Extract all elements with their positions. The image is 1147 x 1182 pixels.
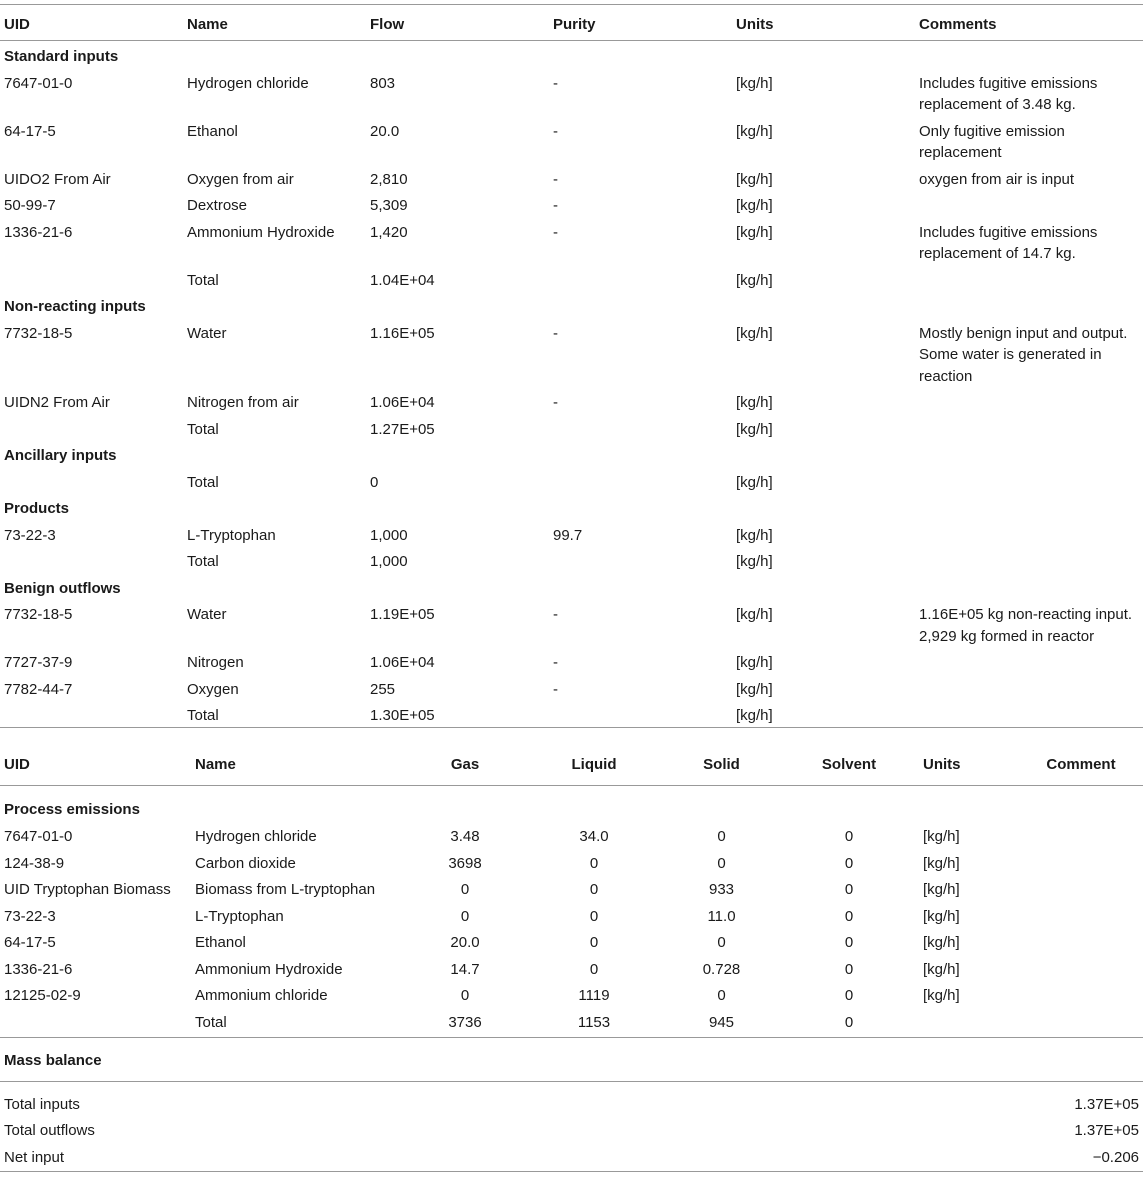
section-title: Benign outflows — [4, 579, 121, 597]
uid-cell: 1336-21-6 — [4, 223, 73, 241]
comments-cell — [915, 414, 1143, 441]
gas-cell: 0 — [460, 987, 470, 1004]
purity-cell — [549, 414, 732, 441]
flow-cell: 2,810 — [370, 170, 408, 188]
name-cell: Ethanol — [187, 122, 238, 140]
mass-balance-table — [0, 1041, 1143, 1172]
section-row — [0, 785, 1143, 825]
section-title: Mass balance — [0, 1041, 1143, 1081]
table-row — [0, 700, 1143, 727]
purity-cell: - — [553, 122, 558, 140]
name-cell: L-Tryptophan — [187, 526, 276, 544]
solvent-cell: 0 — [844, 828, 854, 845]
table-row — [0, 1092, 1143, 1119]
purity-cell: - — [553, 606, 558, 623]
uid-cell: 64-17-5 — [4, 122, 56, 140]
flow-cell: 0 — [370, 473, 379, 491]
purity-cell: - — [553, 654, 558, 671]
section-title: Non-reacting inputs — [4, 298, 146, 315]
liquid-cell: 0 — [589, 934, 599, 951]
flow-cell: 1.06E+04 — [370, 654, 435, 671]
section-row — [0, 41, 1143, 68]
units-cell: [kg/h] — [736, 606, 773, 623]
flow-cell: 5,309 — [370, 197, 408, 214]
liquid-cell: 1119 — [578, 987, 610, 1004]
gas-cell: 3736 — [448, 1013, 482, 1031]
liquid-cell: 0 — [589, 881, 599, 898]
table-row — [0, 1011, 1143, 1038]
col-header-flow: Flow — [366, 5, 549, 41]
name-cell: Oxygen from air — [187, 170, 294, 188]
uid-cell: 64-17-5 — [4, 934, 56, 951]
col-header-uid: UID — [0, 745, 191, 785]
table-row — [0, 467, 1143, 494]
table-row — [0, 825, 1143, 852]
units-cell: [kg/h] — [736, 553, 773, 570]
uid-cell — [0, 414, 183, 441]
name-cell: Hydrogen chloride — [187, 74, 309, 92]
uid-cell: 50-99-7 — [4, 197, 56, 214]
units-cell — [919, 1011, 1019, 1038]
liquid-cell: 1153 — [577, 1013, 611, 1031]
uid-cell: 7647-01-0 — [4, 74, 73, 92]
comments-cell: Includes fugitive emissions replacement of 3.48 kg. — [919, 74, 1098, 113]
solvent-cell: 0 — [844, 934, 854, 951]
comment-cell — [1019, 905, 1143, 932]
name-cell: Total — [195, 1013, 227, 1031]
spacer-row — [0, 1081, 1143, 1092]
solvent-cell: 0 — [844, 854, 854, 872]
flow-cell: 1.06E+04 — [370, 394, 435, 411]
uid-cell — [0, 467, 183, 494]
purity-cell: - — [553, 324, 558, 342]
solvent-cell: 0 — [844, 987, 854, 1004]
uid-cell — [0, 1011, 191, 1038]
uid-cell — [0, 700, 183, 727]
comments-cell: Only fugitive emission replacement — [919, 122, 1065, 161]
comments-cell: 1.16E+05 kg non-reacting input. 2,929 kg formed in reactor — [919, 606, 1133, 645]
table-row — [0, 265, 1143, 292]
comment-cell — [1019, 878, 1143, 905]
comment-cell — [1019, 852, 1143, 879]
table-row — [0, 414, 1143, 441]
col-header-units: Units — [919, 745, 1019, 785]
name-cell: Biomass from L-tryptophan — [195, 881, 376, 898]
uid-cell — [0, 265, 183, 292]
table-row — [0, 905, 1143, 932]
name-cell: Nitrogen — [187, 654, 244, 671]
name-cell: Total — [187, 271, 219, 289]
material-inputs-outputs-table — [0, 4, 1143, 728]
solid-cell: 0 — [717, 987, 726, 1004]
process-emissions-table — [0, 745, 1143, 1038]
units-cell: [kg/h] — [923, 881, 960, 898]
gas-cell: 20.0 — [450, 934, 480, 951]
gas-cell: 0 — [460, 907, 470, 925]
uid-cell: 7647-01-0 — [4, 828, 73, 845]
solid-cell: 11.0 — [707, 907, 736, 925]
col-header-solvent: Solvent — [779, 745, 919, 785]
purity-cell: - — [553, 170, 558, 188]
section-title: Process emissions — [4, 800, 140, 818]
table-row — [0, 958, 1143, 985]
gas-cell: 3.48 — [450, 828, 480, 845]
name-cell: Ammonium Hydroxide — [195, 960, 343, 978]
liquid-cell: 34.0 — [579, 828, 609, 845]
table-row — [0, 984, 1143, 1011]
table-row — [0, 116, 1143, 164]
table-body — [0, 785, 1143, 1037]
col-header-comment: Comment — [1019, 745, 1143, 785]
comments-cell: oxygen from air is input — [919, 170, 1075, 188]
purity-cell — [549, 265, 732, 292]
value-cell: 1.37E+05 — [1074, 1095, 1139, 1113]
table-row — [0, 217, 1143, 265]
units-cell: [kg/h] — [736, 654, 773, 671]
col-header-uid: UID — [0, 5, 183, 41]
uid-cell: 7782-44-7 — [4, 680, 73, 698]
name-cell: Total — [187, 473, 219, 491]
name-cell: Ethanol — [195, 934, 246, 951]
units-cell: [kg/h] — [923, 960, 960, 978]
name-cell: Carbon dioxide — [195, 854, 296, 872]
value-cell: −0.206 — [1092, 1148, 1139, 1166]
table-row — [0, 546, 1143, 573]
col-header-solid: Solid — [664, 745, 779, 785]
solid-cell: 0.728 — [702, 960, 741, 978]
purity-cell — [549, 700, 732, 727]
comments-cell — [915, 190, 1143, 217]
solid-cell: 0 — [717, 934, 726, 951]
table-row — [0, 599, 1143, 647]
table-body — [0, 41, 1143, 728]
col-header-units: Units — [732, 5, 915, 41]
table-row — [0, 68, 1143, 116]
uid-cell: 1336-21-6 — [4, 960, 73, 978]
flow-cell: 1.04E+04 — [370, 271, 435, 289]
col-header-comments: Comments — [915, 5, 1143, 41]
units-cell: [kg/h] — [736, 271, 773, 289]
comments-cell — [915, 647, 1143, 674]
table-row — [0, 164, 1143, 191]
comments-cell — [915, 387, 1143, 414]
solid-cell: 0 — [717, 854, 726, 872]
flow-cell: 1.30E+05 — [370, 707, 435, 724]
units-cell: [kg/h] — [736, 74, 773, 92]
units-cell: [kg/h] — [736, 394, 773, 411]
comment-cell — [1019, 1011, 1143, 1038]
units-cell: [kg/h] — [736, 122, 773, 140]
label-cell: Net input — [4, 1148, 65, 1166]
col-header-purity: Purity — [549, 5, 732, 41]
table-row — [0, 931, 1143, 958]
flow-cell: 255 — [370, 680, 396, 698]
table-row — [0, 1145, 1143, 1172]
col-header-liquid: Liquid — [524, 745, 664, 785]
name-cell: Ammonium chloride — [195, 987, 328, 1004]
comments-cell — [915, 700, 1143, 727]
name-cell: Total — [187, 553, 219, 570]
solvent-cell: 0 — [844, 1013, 854, 1031]
table-row — [0, 674, 1143, 701]
flow-cell: 1,000 — [370, 526, 408, 544]
liquid-cell: 0 — [589, 907, 599, 925]
units-cell: [kg/h] — [923, 987, 960, 1004]
section-row — [0, 1041, 1143, 1081]
name-cell: Dextrose — [187, 197, 248, 214]
units-cell: [kg/h] — [923, 907, 960, 925]
comments-cell — [915, 520, 1143, 547]
table-body — [0, 1041, 1143, 1171]
flow-cell: 1,420 — [370, 223, 408, 241]
uid-cell: 124-38-9 — [4, 854, 65, 872]
liquid-cell: 0 — [589, 960, 599, 978]
comment-cell — [1019, 958, 1143, 985]
gas-cell: 14.7 — [450, 960, 480, 978]
name-cell: L-Tryptophan — [195, 907, 284, 925]
flow-cell: 803 — [370, 74, 396, 92]
solid-cell: 0 — [717, 828, 726, 845]
table-row — [0, 1118, 1143, 1145]
comments-cell: Mostly benign input and output. Some water is generated in reaction — [919, 324, 1128, 385]
gas-cell: 0 — [460, 881, 470, 898]
units-cell: [kg/h] — [923, 934, 960, 951]
purity-cell: - — [553, 680, 558, 698]
comments-cell — [915, 265, 1143, 292]
units-cell: [kg/h] — [736, 420, 773, 438]
section-row — [0, 291, 1143, 318]
table-row — [0, 387, 1143, 414]
flow-cell: 1.27E+05 — [370, 420, 435, 438]
table-row — [0, 190, 1143, 217]
table-row — [0, 852, 1143, 879]
solvent-cell: 0 — [844, 907, 854, 925]
uid-cell: 12125-02-9 — [4, 987, 81, 1004]
name-cell: Ammonium Hydroxide — [187, 223, 335, 241]
liquid-cell: 0 — [589, 854, 599, 872]
units-cell: [kg/h] — [923, 854, 960, 872]
uid-cell: 7732-18-5 — [4, 606, 73, 623]
purity-cell: - — [553, 223, 558, 241]
section-row — [0, 493, 1143, 520]
uid-cell: 7732-18-5 — [4, 324, 73, 342]
uid-cell: UIDN2 From Air — [4, 394, 110, 411]
name-cell: Nitrogen from air — [187, 394, 299, 411]
gas-cell: 3698 — [448, 854, 482, 872]
units-cell: [kg/h] — [736, 707, 773, 724]
purity-cell — [549, 467, 732, 494]
section-title: Ancillary inputs — [4, 447, 117, 464]
flow-cell: 20.0 — [370, 122, 400, 140]
units-cell: [kg/h] — [736, 170, 773, 188]
col-header-name: Name — [183, 5, 366, 41]
name-cell: Total — [187, 707, 219, 724]
name-cell: Water — [187, 606, 227, 623]
table-header-row — [0, 5, 1143, 41]
label-cell: Total inputs — [4, 1095, 80, 1113]
table-row — [0, 878, 1143, 905]
section-title: Standard inputs — [4, 48, 119, 65]
uid-cell: 73-22-3 — [4, 907, 56, 925]
comment-cell — [1019, 984, 1143, 1011]
units-cell: [kg/h] — [736, 473, 773, 491]
col-header-gas: Gas — [406, 745, 524, 785]
comment-cell — [1019, 931, 1143, 958]
purity-cell: - — [553, 197, 558, 214]
units-cell: [kg/h] — [923, 828, 960, 845]
units-cell: [kg/h] — [736, 680, 773, 698]
purity-cell: 99.7 — [553, 526, 583, 544]
section-row — [0, 573, 1143, 600]
units-cell: [kg/h] — [736, 197, 773, 214]
purity-cell: - — [553, 74, 558, 92]
name-cell: Oxygen — [187, 680, 239, 698]
table-header-row — [0, 745, 1143, 785]
units-cell: [kg/h] — [736, 324, 773, 342]
name-cell: Hydrogen chloride — [195, 828, 317, 845]
table-row — [0, 318, 1143, 388]
flow-cell: 1,000 — [370, 553, 408, 570]
units-cell: [kg/h] — [736, 223, 773, 241]
solvent-cell: 0 — [844, 960, 854, 978]
solid-cell: 933 — [708, 881, 735, 898]
comment-cell — [1019, 825, 1143, 852]
solvent-cell: 0 — [844, 881, 854, 898]
value-cell: 1.37E+05 — [1074, 1122, 1139, 1139]
comments-cell — [915, 467, 1143, 494]
purity-cell: - — [553, 394, 558, 411]
table-row — [0, 520, 1143, 547]
purity-cell — [549, 546, 732, 573]
comments-cell — [915, 546, 1143, 573]
uid-cell: UIDO2 From Air — [4, 170, 111, 188]
label-cell: Total outflows — [4, 1122, 95, 1139]
comments-cell — [915, 674, 1143, 701]
flow-cell: 1.19E+05 — [370, 606, 435, 623]
name-cell: Water — [187, 324, 227, 342]
uid-cell: 7727-37-9 — [4, 654, 73, 671]
table-row — [0, 647, 1143, 674]
name-cell: Total — [187, 420, 219, 438]
uid-cell: 73-22-3 — [4, 526, 56, 544]
section-title: Products — [4, 500, 70, 517]
col-header-name: Name — [191, 745, 406, 785]
solid-cell: 945 — [708, 1013, 735, 1031]
flow-cell: 1.16E+05 — [370, 324, 435, 342]
uid-cell — [0, 546, 183, 573]
uid-cell: UID Tryptophan Biomass — [4, 881, 171, 898]
comments-cell: Includes fugitive emissions replacement of 14.7 kg. — [919, 223, 1098, 262]
section-row — [0, 440, 1143, 467]
units-cell: [kg/h] — [736, 526, 773, 544]
